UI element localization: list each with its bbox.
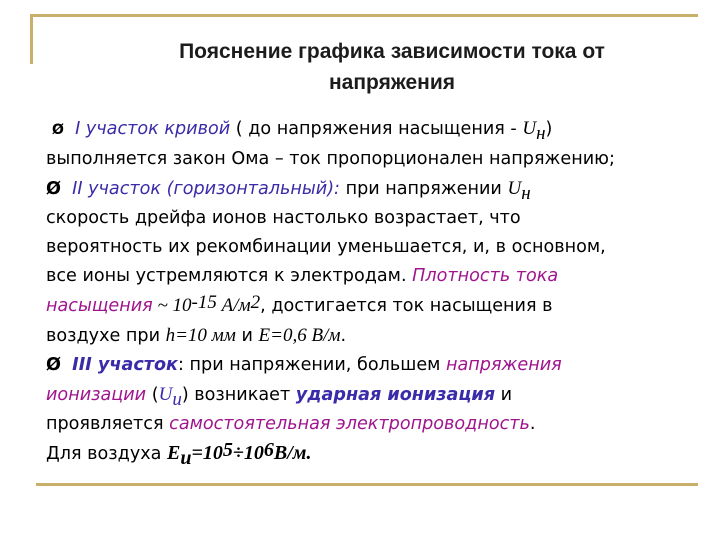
frame-bottom-border bbox=[36, 483, 698, 486]
field-formula: ÷10 bbox=[232, 442, 264, 464]
arrow-bullet-icon: Ø bbox=[52, 122, 64, 138]
saturation-density-term: Плотность тока bbox=[412, 266, 559, 286]
field-formula: =10 bbox=[191, 442, 223, 464]
voltage-subscript: н bbox=[521, 183, 531, 204]
slide-content bbox=[46, 114, 702, 469]
section-2-text: при напряжении bbox=[339, 179, 508, 199]
section-2-line-6 bbox=[46, 321, 702, 351]
density-unit-exponent: 2 bbox=[250, 292, 261, 313]
field-value: E=0,6 В/м bbox=[258, 325, 341, 346]
section-3-line-1 bbox=[46, 351, 702, 380]
voltage-symbol: U bbox=[522, 118, 537, 139]
section-2-label: II участок (горизонтальный): bbox=[72, 179, 340, 199]
section-2-line-1 bbox=[46, 174, 702, 204]
ionization-voltage-term: ионизации bbox=[46, 385, 147, 405]
title-line-1: Пояснение графика зависимости тока от bbox=[179, 40, 605, 63]
section-1-text-end: ) bbox=[545, 119, 553, 139]
slide-title bbox=[100, 36, 684, 98]
section-3-text: и bbox=[495, 385, 513, 405]
section-3-text: . bbox=[529, 414, 536, 434]
field-unit: В/м. bbox=[273, 442, 312, 464]
distance-value: h=10 мм bbox=[165, 325, 236, 346]
section-2-text: , достигается ток насыщения в bbox=[260, 296, 553, 316]
section-1-line-2: выполняется закон Ома – ток пропорционален напряжению; bbox=[46, 149, 615, 169]
self-conductivity-term: самостоятельная электропроводность bbox=[169, 414, 530, 434]
section-3-text: ( bbox=[146, 385, 159, 405]
impact-ionization-term: ударная ионизация bbox=[295, 385, 496, 405]
field-exponent-2: 6 bbox=[263, 439, 274, 461]
field-exponent-1: 5 bbox=[222, 439, 233, 461]
section-2-line-4 bbox=[46, 262, 702, 291]
voltage-symbol: U bbox=[507, 178, 522, 199]
saturation-density-term: насыщения bbox=[46, 296, 153, 316]
section-2-text: все ионы устремляются к электродам. bbox=[46, 266, 413, 286]
section-2-text: . bbox=[340, 326, 347, 346]
frame-left-border bbox=[30, 14, 33, 64]
section-3-label: III участок bbox=[72, 355, 178, 375]
arrow-bullet-icon: Ø bbox=[46, 355, 61, 375]
frame-top-border bbox=[30, 14, 698, 17]
voltage-subscript: и bbox=[172, 389, 182, 410]
section-2-text: и bbox=[235, 326, 259, 346]
density-value: ~ 10 bbox=[152, 295, 192, 316]
section-3-text: : при напряжении, большем bbox=[178, 355, 447, 375]
section-2-line-5 bbox=[46, 291, 702, 321]
field-subscript: и bbox=[180, 447, 192, 469]
section-3-text: Для воздуха bbox=[46, 444, 168, 464]
arrow-bullet-icon: Ø bbox=[46, 179, 61, 199]
section-2-line-3: вероятность их рекомбинации уменьшается, и, в основном, bbox=[46, 237, 606, 257]
section-3-text: проявляется bbox=[46, 414, 170, 434]
section-3-text: ) возникает bbox=[181, 385, 296, 405]
section-1-line-1 bbox=[52, 114, 702, 145]
section-1-label: I участок кривой bbox=[75, 119, 231, 139]
section-3-line-2 bbox=[46, 380, 702, 410]
section-3-line-3 bbox=[46, 410, 702, 439]
field-symbol: E bbox=[167, 442, 181, 464]
ionization-voltage-term: напряжения bbox=[446, 355, 562, 375]
density-unit: А/м bbox=[216, 295, 251, 316]
section-3-line-4 bbox=[46, 439, 702, 469]
section-2-line-2: скорость дрейфа ионов настолько возрастает, что bbox=[46, 208, 521, 228]
voltage-subscript: н bbox=[536, 123, 546, 144]
section-2-text: воздухе при bbox=[46, 326, 166, 346]
voltage-symbol: U bbox=[158, 384, 173, 405]
density-exponent: -15 bbox=[191, 292, 217, 313]
title-line-2: напряжения bbox=[329, 71, 455, 94]
section-1-text: ( до напряжения насыщения - bbox=[230, 119, 523, 139]
